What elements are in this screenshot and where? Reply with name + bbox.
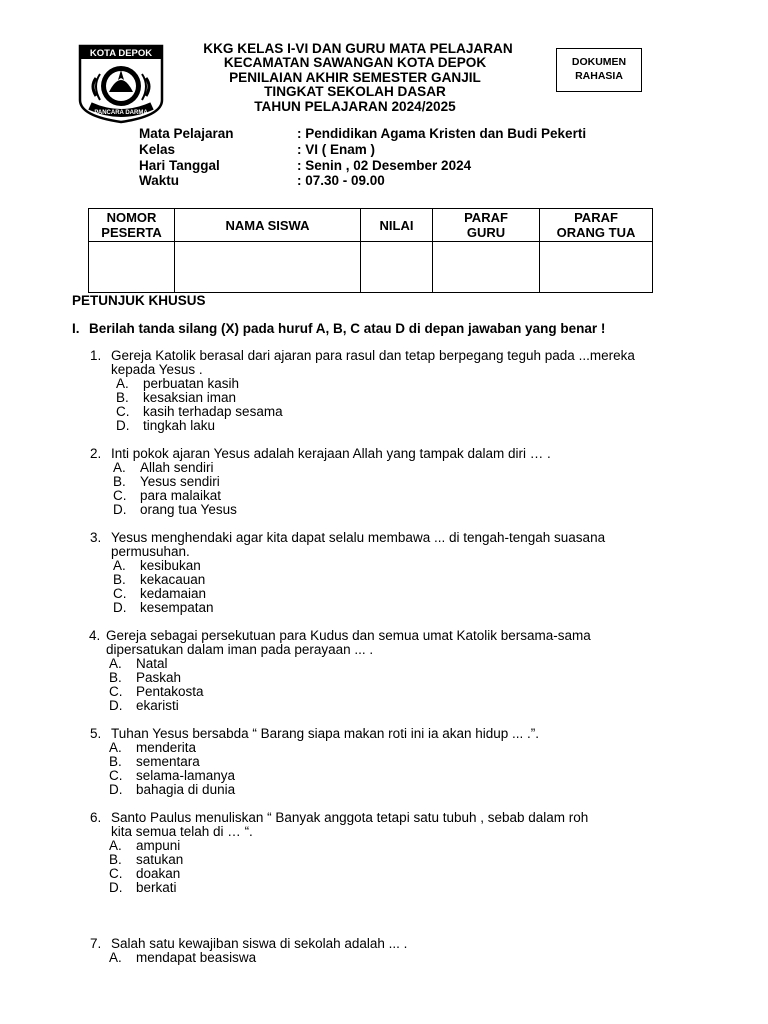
answer-option[interactable] <box>0 881 768 895</box>
option-text: Paskah <box>136 670 182 685</box>
question-stem-line <box>0 545 768 559</box>
col-nomor-peserta: NOMOR PESERTA <box>89 209 175 242</box>
exam-header <box>170 42 540 114</box>
question-text: Gereja sebagai persekutuan para Kudus dan semua umat Katolik bersama-sama <box>106 628 591 643</box>
question-item <box>0 811 768 895</box>
confidential-stamp <box>556 48 642 92</box>
option-letter[interactable]: A. <box>113 558 126 573</box>
option-letter[interactable]: C. <box>113 586 127 601</box>
question-stem-line <box>0 363 768 377</box>
header-line-5: TAHUN PELAJARAN 2024/2025 <box>254 98 456 114</box>
answer-option[interactable] <box>0 475 768 489</box>
question-item <box>0 447 768 517</box>
cell-paraf-guru[interactable] <box>433 242 540 293</box>
option-text: tingkah laku <box>143 418 216 433</box>
question-text: Yesus menghendaki agar kita dapat selalu membawa ... di tengah-tengah suasana <box>111 530 606 545</box>
option-text: kesibukan <box>140 558 201 573</box>
stamp-line-2: RAHASIA <box>575 70 623 82</box>
logo-bottom-text: PANCARA DARMA <box>94 110 148 116</box>
option-letter[interactable]: A. <box>113 460 126 475</box>
option-letter[interactable]: C. <box>109 684 123 699</box>
option-text: sementara <box>136 754 200 769</box>
option-letter[interactable]: B. <box>116 390 129 405</box>
col-paraf-guru: PARAF GURU <box>433 209 540 242</box>
answer-option[interactable] <box>0 377 768 391</box>
info-label: Hari Tanggal <box>139 157 220 173</box>
answer-option[interactable] <box>0 867 768 881</box>
info-label: Waktu <box>139 173 179 189</box>
answer-option[interactable] <box>0 657 768 671</box>
option-text: Yesus sendiri <box>140 474 220 489</box>
answer-option[interactable] <box>0 769 768 783</box>
table-header-row <box>89 209 653 242</box>
header-line-3: PENILAIAN AKHIR SEMESTER GANJIL <box>229 69 481 85</box>
answer-option[interactable] <box>0 755 768 769</box>
question-stem-line <box>0 531 768 545</box>
option-text: selama-lamanya <box>136 768 236 783</box>
question-number: 5. <box>90 726 102 741</box>
option-letter[interactable]: B. <box>113 474 126 489</box>
question-number: 3. <box>90 530 102 545</box>
student-identity-table <box>88 208 653 293</box>
option-letter[interactable]: C. <box>109 866 123 881</box>
instruction <box>72 321 605 336</box>
question-number: 7. <box>90 936 102 951</box>
option-letter[interactable]: A. <box>116 376 129 391</box>
answer-option[interactable] <box>0 391 768 405</box>
question-text: Santo Paulus menuliskan “ Banyak anggota tetapi satu tubuh , sebab dalam roh <box>111 810 589 825</box>
question-text: Salah satu kewajiban siswa di sekolah adalah ... . <box>111 936 408 951</box>
question-stem-line <box>0 937 768 951</box>
option-letter[interactable]: D. <box>109 782 123 797</box>
header-line-1: KKG KELAS I-VI DAN GURU MATA PELAJARAN <box>203 41 513 56</box>
question-text: Inti pokok ajaran Yesus adalah kerajaan Allah yang tampak dalam diri … . <box>111 446 551 461</box>
question-text: Gereja Katolik berasal dari ajaran para rasul dan tetap berpegang teguh pada ...mereka <box>111 348 635 363</box>
option-letter[interactable]: A. <box>109 740 122 755</box>
option-text: kesaksian iman <box>143 390 237 405</box>
answer-option[interactable] <box>0 489 768 503</box>
question-stem-line <box>0 447 768 461</box>
cell-nomor-peserta[interactable] <box>89 242 175 293</box>
answer-option[interactable] <box>0 951 768 965</box>
question-stem-line <box>0 643 768 657</box>
col-paraf-orang-tua: PARAF ORANG TUA <box>540 209 653 242</box>
option-letter[interactable]: D. <box>113 502 127 517</box>
answer-option[interactable] <box>0 573 768 587</box>
option-text: berkati <box>136 880 177 895</box>
option-letter[interactable]: C. <box>113 488 127 503</box>
option-letter[interactable]: B. <box>109 754 122 769</box>
option-letter[interactable]: D. <box>113 600 127 615</box>
header-line-2: KECAMATAN SAWANGAN KOTA DEPOK <box>223 55 487 71</box>
info-label: Kelas <box>139 141 176 157</box>
option-letter[interactable]: C. <box>109 768 123 783</box>
instruction-text: Berilah tanda silang (X) pada huruf A, B, C atau D di depan jawaban yang benar ! <box>89 321 606 336</box>
option-letter[interactable]: D. <box>109 698 123 713</box>
answer-option[interactable] <box>0 587 768 601</box>
answer-option[interactable] <box>0 503 768 517</box>
question-item <box>0 531 768 615</box>
col-nilai: NILAI <box>361 209 433 242</box>
question-item <box>0 937 768 965</box>
table-row <box>89 242 653 293</box>
answer-option[interactable] <box>0 783 768 797</box>
option-text: doakan <box>136 866 181 881</box>
question-text: kepada Yesus . <box>111 362 203 377</box>
option-text: kekacauan <box>140 572 206 587</box>
cell-nilai[interactable] <box>361 242 433 293</box>
question-number: 1. <box>90 348 102 363</box>
info-value: : VI ( Enam ) <box>297 141 376 157</box>
option-text: Natal <box>136 656 168 671</box>
question-stem-line <box>0 727 768 741</box>
question-number: 6. <box>90 810 102 825</box>
option-letter[interactable]: C. <box>116 404 130 419</box>
answer-option[interactable] <box>0 671 768 685</box>
logo-top-text: KOTA DEPOK <box>89 48 153 59</box>
answer-option[interactable] <box>0 685 768 699</box>
option-letter[interactable]: A. <box>109 950 122 965</box>
question-stem-line <box>0 825 768 839</box>
cell-paraf-orang-tua[interactable] <box>540 242 653 293</box>
option-letter[interactable]: D. <box>109 880 123 895</box>
option-text: kedamaian <box>140 586 207 601</box>
question-stem-line <box>0 811 768 825</box>
answer-option[interactable] <box>0 405 768 419</box>
option-letter[interactable]: A. <box>109 656 122 671</box>
cell-nama-siswa[interactable] <box>175 242 361 293</box>
option-text: ampuni <box>136 838 181 853</box>
option-text: orang tua Yesus <box>140 502 237 517</box>
option-text: menderita <box>136 740 197 755</box>
info-value: : 07.30 - 09.00 <box>297 173 385 189</box>
option-text: Pentakosta <box>136 684 204 699</box>
answer-option[interactable] <box>0 419 768 433</box>
answer-option[interactable] <box>0 853 768 867</box>
answer-option[interactable] <box>0 839 768 853</box>
answer-option[interactable] <box>0 559 768 573</box>
question-item <box>0 349 768 433</box>
option-letter[interactable]: D. <box>116 418 130 433</box>
info-value: : Senin , 02 Desember 2024 <box>297 157 472 173</box>
col-nama-siswa: NAMA SISWA <box>175 209 361 242</box>
option-text: kasih terhadap sesama <box>143 404 283 419</box>
option-text: bahagia di dunia <box>136 782 236 797</box>
question-text: kita semua telah di … “. <box>111 824 253 839</box>
instruction-number: I. <box>72 321 80 336</box>
option-text: perbuatan kasih <box>143 376 240 391</box>
answer-option[interactable] <box>0 699 768 713</box>
question-stem-line <box>0 349 768 363</box>
option-letter[interactable]: B. <box>109 670 122 685</box>
option-letter[interactable]: B. <box>113 572 126 587</box>
option-text: satukan <box>136 852 184 867</box>
question-number: 4. <box>89 628 101 643</box>
section-title: PETUNJUK KHUSUS <box>72 293 206 308</box>
option-letter[interactable]: B. <box>109 852 122 867</box>
option-text: para malaikat <box>140 488 222 503</box>
header-line-4: TINGKAT SEKOLAH DASAR <box>264 84 446 100</box>
option-text: mendapat beasiswa <box>136 950 257 965</box>
info-value: : Pendidikan Agama Kristen dan Budi Pekerti <box>297 126 587 141</box>
question-text: permusuhan. <box>111 544 190 559</box>
question-text: Tuhan Yesus bersabda “ Barang siapa makan roti ini ia akan hidup ... .”. <box>111 726 540 741</box>
answer-option[interactable] <box>0 461 768 475</box>
stamp-line-1: DOKUMEN <box>571 56 627 68</box>
question-number: 2. <box>90 446 102 461</box>
question-text: dipersatukan dalam iman pada perayaan ... . <box>106 642 374 657</box>
option-text: Allah sendiri <box>140 460 214 475</box>
option-text: kesempatan <box>140 600 214 615</box>
answer-option[interactable] <box>0 601 768 615</box>
question-item <box>0 727 768 797</box>
option-letter[interactable]: A. <box>109 838 122 853</box>
question-item <box>0 629 768 713</box>
answer-option[interactable] <box>0 741 768 755</box>
option-text: ekaristi <box>136 698 179 713</box>
info-label: Mata Pelajaran <box>139 126 234 141</box>
question-stem-line <box>0 629 768 643</box>
kota-depok-logo <box>76 42 166 124</box>
